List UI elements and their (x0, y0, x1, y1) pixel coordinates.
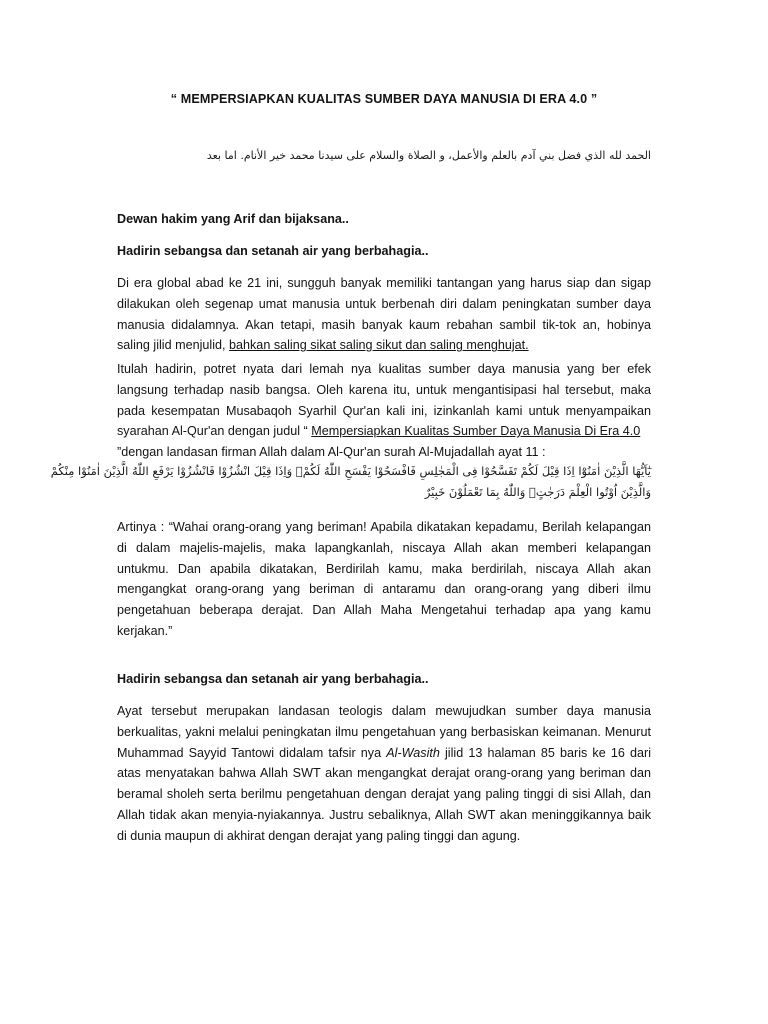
salutation-judges: Dewan hakim yang Arif dan bijaksana.. (117, 212, 349, 226)
paragraph-2-underlined: Mempersiapkan Kualitas Sumber Daya Manusia Di Era 4.0 (311, 424, 641, 439)
opening-arabic: الحمد لله الذي فضل بني آدم بالعلم والأعمل، و الصلاة والسلام على سيدنا محمد خير الأنام. اما بعد (206, 149, 651, 162)
document-title: “ MEMPERSIAPKAN KUALITAS SUMBER DAYA MANUSIA DI ERA 4.0 ” (170, 92, 598, 106)
paragraph-1-text: Di era global abad ke 21 ini, sungguh banyak memiliki tantangan yang harus siap dan sigap dilakukan oleh segenap umat manusia untuk berbenah diri dalam peningkatan sumber daya manusia didalamnya. Akan tetapi, masih banyak kaum rebahan sambil tik-tok an, hobinya saling jilid menjulid, (117, 276, 651, 353)
quran-verse (50, 461, 651, 503)
paragraph-2 (117, 359, 651, 463)
salutation-audience-1: Hadirin sebangsa dan setanah air yang berbahagia.. (117, 244, 429, 258)
paragraph-1-underlined: bahkan saling sikat saling sikut dan saling menghujat. (229, 338, 529, 353)
paragraph-3-italic: Al-Wasith (386, 745, 440, 760)
verse-line-1: يٰٓاَيُّهَا الَّذِيْنَ اٰمَنُوْٓا اِذَا قِيْلَ لَكُمْ تَفَسَّحُوْا فِى الْمَجٰلِسِ فَافْسَحُوْا يَفْسَحِ اللّٰهُ لَكُمْۚ وَاِذَا قِيْلَ انْشُزُوْا فَانْشُزُوْا يَرْفَعِ اللّٰهُ الَّذِيْنَ اٰمَنُوْا مِنْكُمْ (50, 464, 651, 478)
paragraph-1 (117, 273, 651, 356)
paragraph-3-text-b: jilid 13 halaman 85 baris ke 16 dari atas menyatakan bahwa Allah SWT akan mengangkat derajat orang-orang yang beriman dan beramal sholeh serta berilmu pengetahuan dengan derajat yang paling tinggi di sisi Allah, dan Allah tidak akan menyia-nyiakannya. Justru sebaliknya, Allah SWT akan meninggikannya baik di dunia maupun di akhirat dengan derajat yang paling tinggi dan agung. (117, 745, 651, 843)
translation-paragraph: Artinya : “Wahai orang-orang yang beriman! Apabila dikatakan kepadamu, Berilah kelapangan di dalam majelis-majelis, maka lapangkanlah, niscaya Allah akan memberi kelapangan untukmu. Dan apabila dikatakan, Berdirilah kamu, maka berdirilah, niscaya Allah akan mengangkat orang-orang yang beriman di antaramu dan orang-orang yang diberi ilmu pengetahuan beberapa derajat. Dan Allah Maha Mengetahui terhadap apa yang kamu kerjakan.” (117, 520, 651, 638)
paragraph-2-text-a: Itulah hadirin, potret nyata dari lemah nya kualitas sumber daya manusia yang ber efek langsung terhadap nasib bangsa. Oleh karena itu, untuk mengantisipasi hal tersebut, maka pada kesempatan Musabaqoh Syarhil Qur'an kali ini, izinkanlah kami untuk menyampaikan syarahan Al-Qur'an dengan judul “ (117, 362, 651, 439)
paragraph-3-text-a: Ayat tersebut merupakan landasan teologis dalam mewujudkan sumber daya manusia berkualitas, yakni melalui peningkatan ilmu pengetahuan yang berbasiskan keimanan. Menurut Muhammad Sayyid Tantowi didalam tafsir nya (117, 704, 651, 760)
salutation-audience-2: Hadirin sebangsa dan setanah air yang berbahagia.. (117, 672, 429, 686)
verse-line-2: وَالَّذِيْنَ اُوْتُوا الْعِلْمَ دَرَجٰتٍۗ وَاللّٰهُ بِمَا تَعْمَلُوْنَ خَبِيْرٌ (424, 485, 651, 499)
paragraph-3 (117, 701, 651, 847)
paragraph-2-text-b: ”dengan landasan firman Allah dalam Al-Qur'an surah Al-Mujadallah ayat 11 : (117, 445, 546, 460)
